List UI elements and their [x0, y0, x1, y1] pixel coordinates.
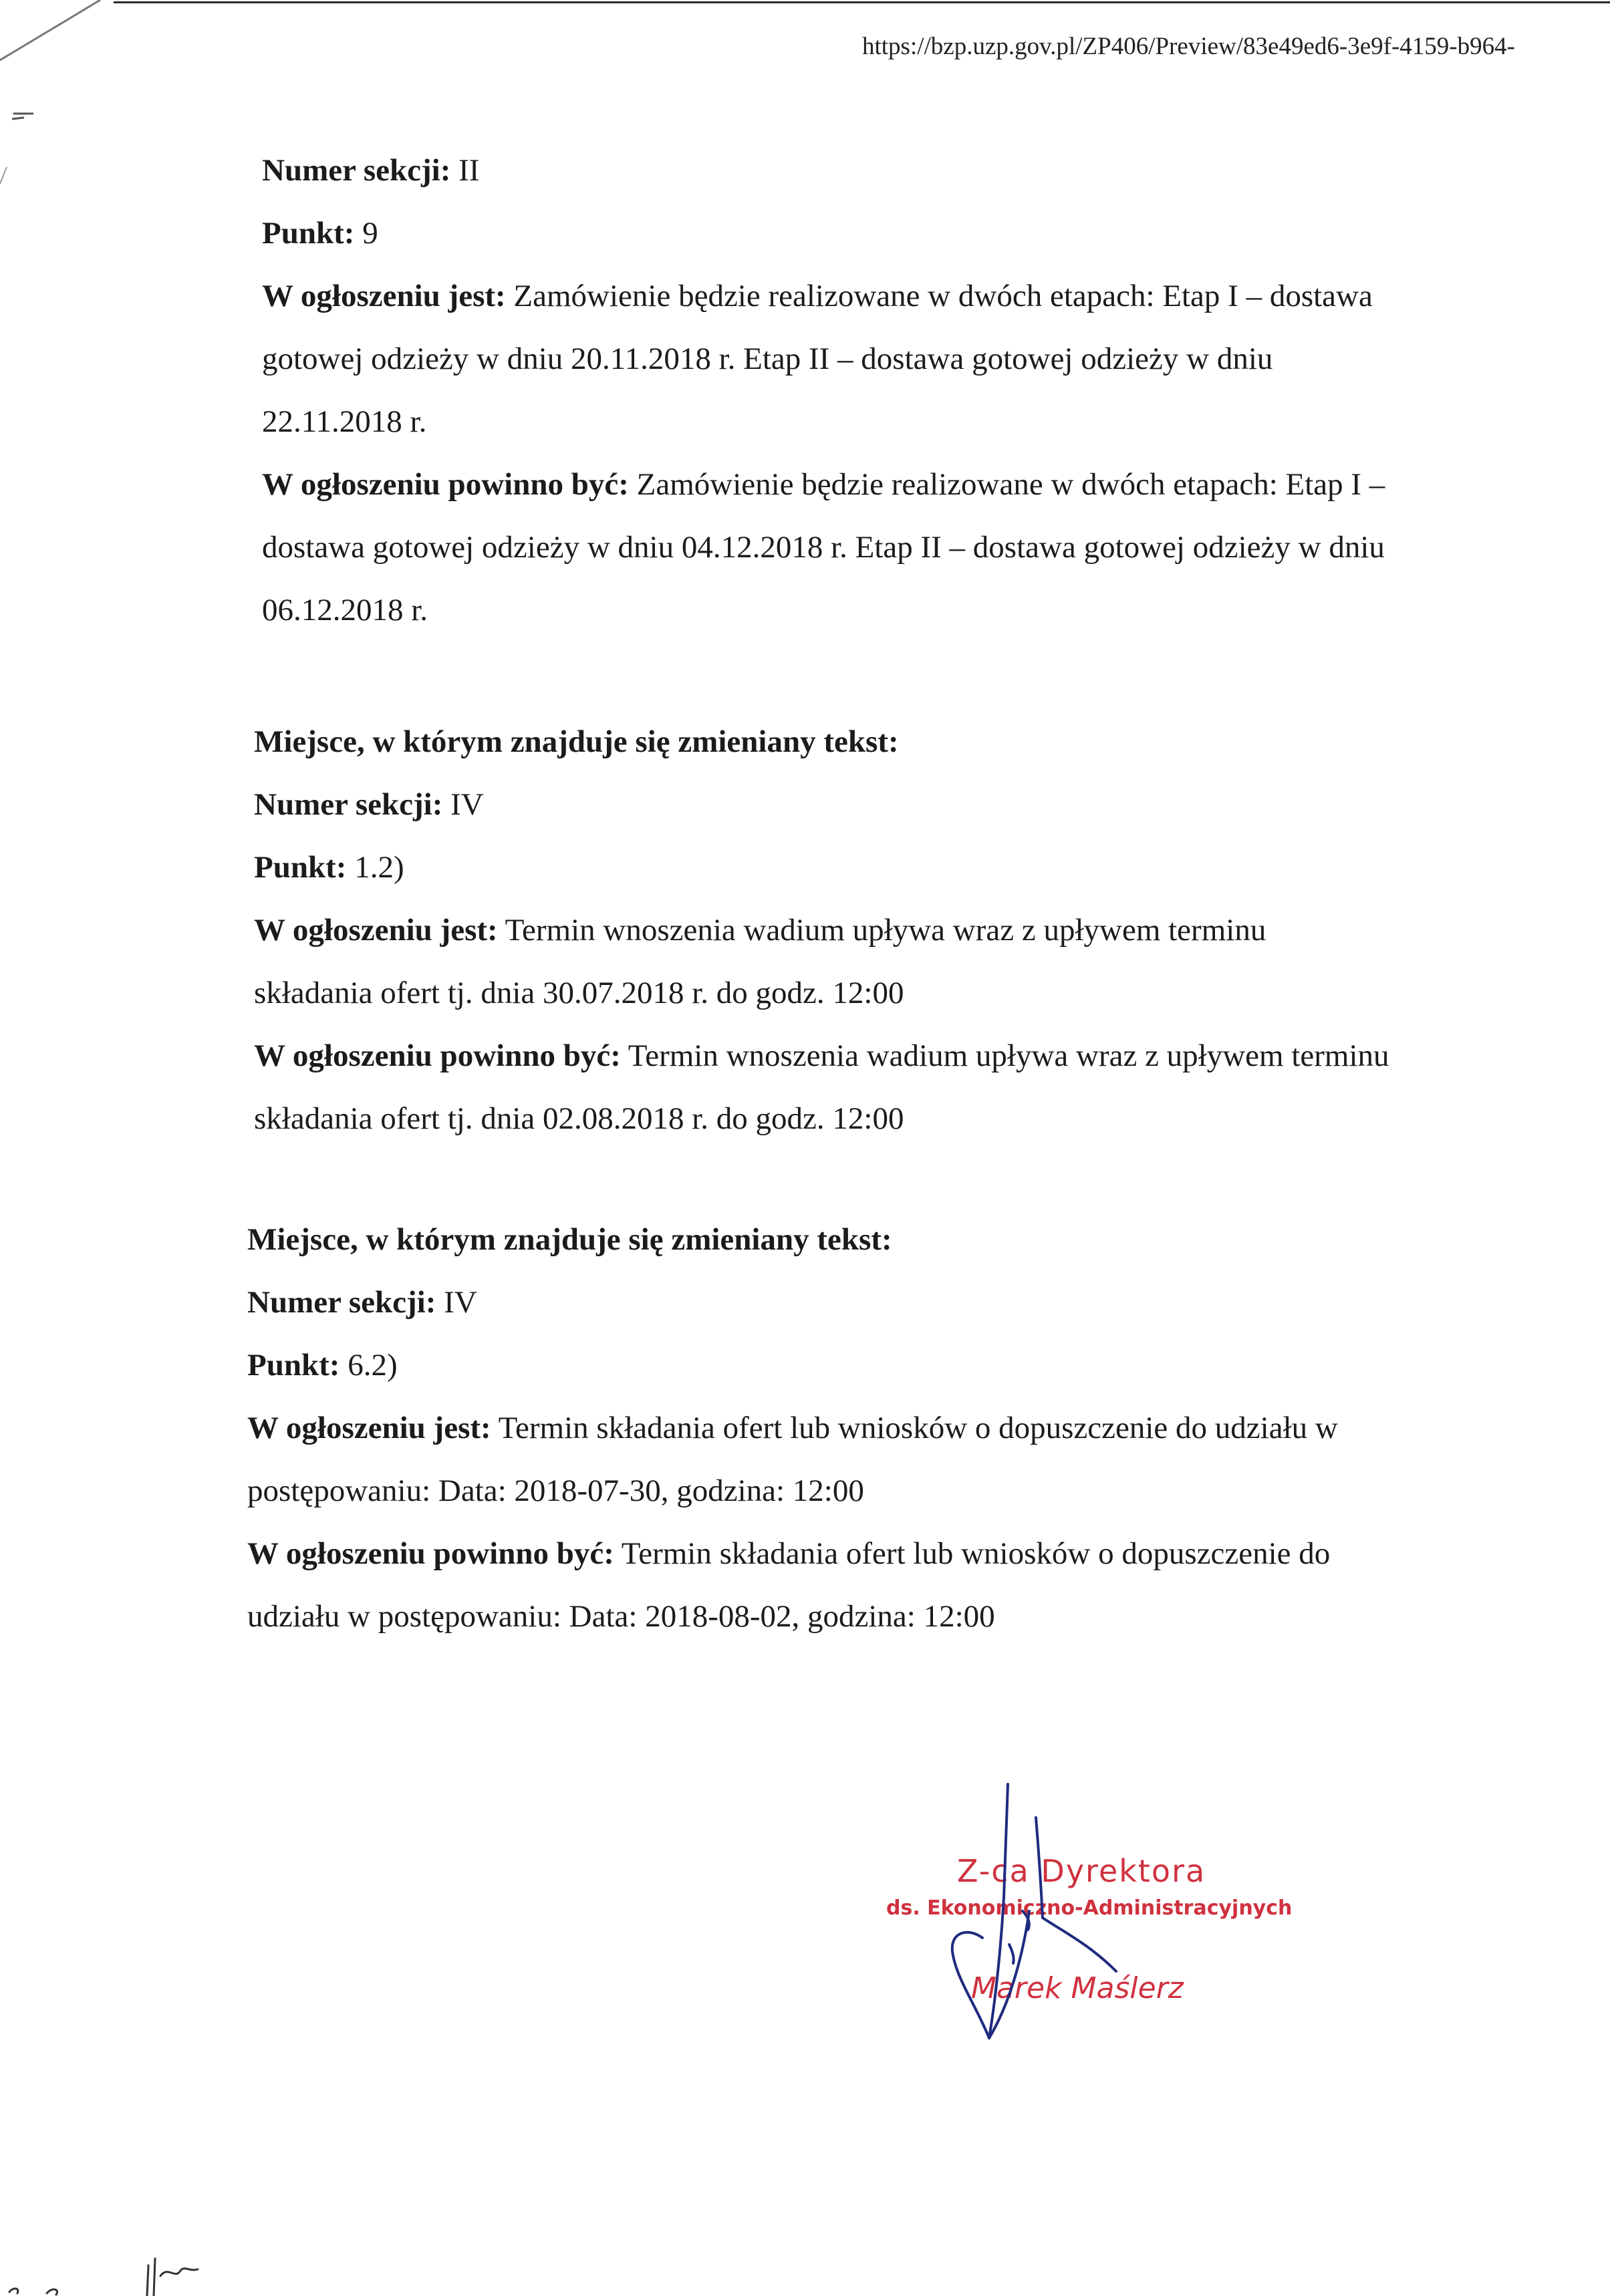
line-text: 6.2)	[340, 1348, 398, 1383]
line-label: Punkt:	[247, 1348, 340, 1383]
line-label: W ogłoszeniu powinno być:	[254, 1038, 621, 1073]
page-corner-fold-icon	[0, 0, 134, 200]
line-text: Termin wnoszenia wadium upływa wraz z upływem terminu	[620, 1038, 1389, 1073]
line-label: W ogłoszeniu powinno być:	[247, 1536, 614, 1571]
section-line	[247, 1596, 1517, 1636]
section-line	[262, 339, 1532, 379]
section-line	[262, 402, 1532, 442]
section-line	[254, 1036, 1524, 1076]
section-line	[262, 276, 1532, 316]
section-line	[247, 1345, 1517, 1385]
line-text: gotowej odzieży w dniu 20.11.2018 r. Etap II – dostawa gotowej odzieży w dniu	[262, 341, 1273, 376]
line-label: W ogłoszeniu jest:	[262, 279, 506, 313]
line-label: W ogłoszeniu powinno być:	[262, 467, 629, 502]
line-text: Zamówienie będzie realizowane w dwóch etapach: Etap I – dostawa	[505, 279, 1373, 313]
line-text: 06.12.2018 r.	[262, 593, 428, 627]
section-line	[247, 1219, 1517, 1260]
section-line	[254, 722, 1524, 762]
section-block-1	[262, 150, 1532, 630]
line-text: składania ofert tj. dnia 02.08.2018 r. do godz. 12:00	[254, 1101, 904, 1136]
section-line	[254, 973, 1524, 1013]
line-label: W ogłoszeniu jest:	[254, 913, 498, 948]
stamp-title: Z-ca Dyrektora	[957, 1853, 1206, 1889]
page-top-rule	[114, 1, 1610, 3]
section-block-2	[254, 722, 1524, 1139]
section-line	[247, 1471, 1517, 1511]
section-line	[262, 150, 1532, 190]
margin-scribble-icon	[0, 2252, 254, 2296]
handwritten-signature-icon	[929, 1777, 1210, 2071]
stamp-subtitle: ds. Ekonomiczno-Administracyjnych	[886, 1896, 1293, 1920]
line-text: postępowaniu: Data: 2018-07-30, godzina: 12:00	[247, 1473, 864, 1508]
line-text: IV	[442, 787, 484, 822]
line-label: Miejsce, w którym znajduje się zmieniany tekst:	[254, 724, 899, 759]
section-line	[262, 590, 1532, 630]
line-label: Numer sekcji:	[262, 153, 451, 188]
section-line	[254, 784, 1524, 825]
line-text: 22.11.2018 r.	[262, 404, 427, 439]
line-label: W ogłoszeniu jest:	[247, 1411, 491, 1445]
section-line	[247, 1408, 1517, 1448]
section-block-3	[247, 1219, 1517, 1636]
stamp-name: Marek Maślerz	[971, 1971, 1184, 2005]
line-label: Miejsce, w którym znajduje się zmieniany tekst:	[247, 1222, 892, 1257]
section-line	[254, 1099, 1524, 1139]
line-text: dostawa gotowej odzieży w dniu 04.12.2018 r. Etap II – dostawa gotowej odzieży w dniu	[262, 530, 1385, 565]
line-text: IV	[436, 1285, 477, 1320]
line-text: Zamówienie będzie realizowane w dwóch etapach: Etap I –	[628, 467, 1385, 502]
line-text: II	[450, 153, 480, 188]
line-label: Numer sekcji:	[254, 787, 443, 822]
line-text: Termin składania ofert lub wniosków o dopuszczenie do udziału w	[491, 1411, 1338, 1445]
line-text: Termin składania ofert lub wniosków o dopuszczenie do	[614, 1536, 1331, 1571]
section-line	[247, 1282, 1517, 1322]
line-label: Punkt:	[262, 216, 355, 251]
section-line	[247, 1534, 1517, 1574]
line-label: Numer sekcji:	[247, 1285, 436, 1320]
line-text: udziału w postępowaniu: Data: 2018-08-02, godzina: 12:00	[247, 1599, 995, 1634]
page-url-header: https://bzp.uzp.gov.pl/ZP406/Preview/83e49ed6-3e9f-4159-b964-	[862, 33, 1515, 60]
section-line	[262, 527, 1532, 567]
section-line	[262, 464, 1532, 505]
line-text: składania ofert tj. dnia 30.07.2018 r. do godz. 12:00	[254, 976, 904, 1010]
line-text: Termin wnoszenia wadium upływa wraz z upływem terminu	[497, 913, 1266, 948]
section-line	[262, 213, 1532, 253]
section-line	[254, 847, 1524, 887]
line-text: 9	[354, 216, 378, 251]
line-text: 1.2)	[346, 850, 404, 885]
section-line	[254, 910, 1524, 950]
line-label: Punkt:	[254, 850, 347, 885]
